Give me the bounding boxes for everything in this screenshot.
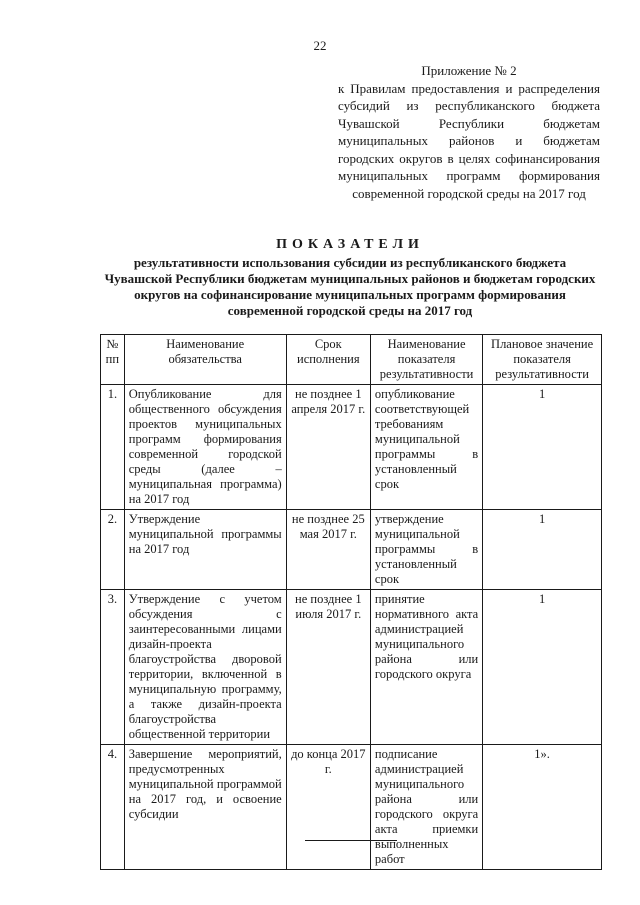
header-value: Плановое значение показателя результативности [483, 335, 602, 385]
row-num: 4. [101, 745, 125, 870]
header-term: Срок исполнения [286, 335, 370, 385]
appendix-title: Приложение № 2 [421, 63, 517, 78]
table-header-row [101, 335, 602, 385]
table-row [101, 590, 602, 745]
table-row [101, 385, 602, 510]
row-indicator: утверждение муниципальной программы в установленный срок [370, 510, 482, 590]
document-heading [100, 237, 600, 319]
row-num: 3. [101, 590, 125, 745]
row-value: 1 [483, 510, 602, 590]
row-term: не позднее 1 июля 2017 г. [286, 590, 370, 745]
row-obligation: Опубликование для общественного обсуждения проектов муниципальных программ формирования современной городской среды (далее – муниципальная программа) на 2017 год [124, 385, 286, 510]
row-term: до конца 2017 г. [286, 745, 370, 870]
row-indicator: принятие нормативного акта администрацией муниципального района или городского округа [370, 590, 482, 745]
row-term: не позднее 1 апреля 2017 г. [286, 385, 370, 510]
appendix-text: к Правилам предоставления и распределения субсидий из республиканского бюджета Чувашской Республики бюджетам муниципальных районов и бюджетам городских округов в целях софинансирования муниципальных программ формирования современной городской среды на 2017 год [338, 80, 600, 201]
row-num: 2. [101, 510, 125, 590]
heading-subtitle: результативности использования субсидии из республиканского бюджета Чувашской Республики бюджетам муниципальных районов и бюджетам городских округов на софинансирование муниципальных программ формирования современной городской среды на 2017 год [104, 255, 596, 318]
row-indicator: подписание администрацией муниципального района или городского округа акта приемки выполненных работ [370, 745, 482, 870]
table-row [101, 510, 602, 590]
heading-title: ПОКАЗАТЕЛИ [276, 237, 424, 252]
indicators-table [100, 334, 602, 870]
appendix-block [338, 62, 600, 202]
row-term: не позднее 25 мая 2017 г. [286, 510, 370, 590]
header-num: № пп [101, 335, 125, 385]
row-obligation: Утверждение муниципальной программы на 2017 год [124, 510, 286, 590]
row-value: 1 [483, 385, 602, 510]
header-indicator: Наименование показателя результативности [370, 335, 482, 385]
row-indicator: опубликование соответствующей требованиям муниципальной программы в установленный срок [370, 385, 482, 510]
table-row [101, 745, 602, 870]
end-divider [305, 840, 397, 841]
row-value: 1». [483, 745, 602, 870]
row-obligation: Утверждение с учетом обсуждения с заинтересованными лицами дизайн-проекта благоустройства дворовой территории, включенной в муниципальную программу, а также дизайн-проекта благоустройства общественной территории [124, 590, 286, 745]
row-obligation: Завершение мероприятий, предусмотренных муниципальной программой на 2017 год, и освоение субсидии [124, 745, 286, 870]
header-obligation: Наименование обязательства [124, 335, 286, 385]
row-num: 1. [101, 385, 125, 510]
row-value: 1 [483, 590, 602, 745]
page-number: 22 [313, 38, 327, 53]
